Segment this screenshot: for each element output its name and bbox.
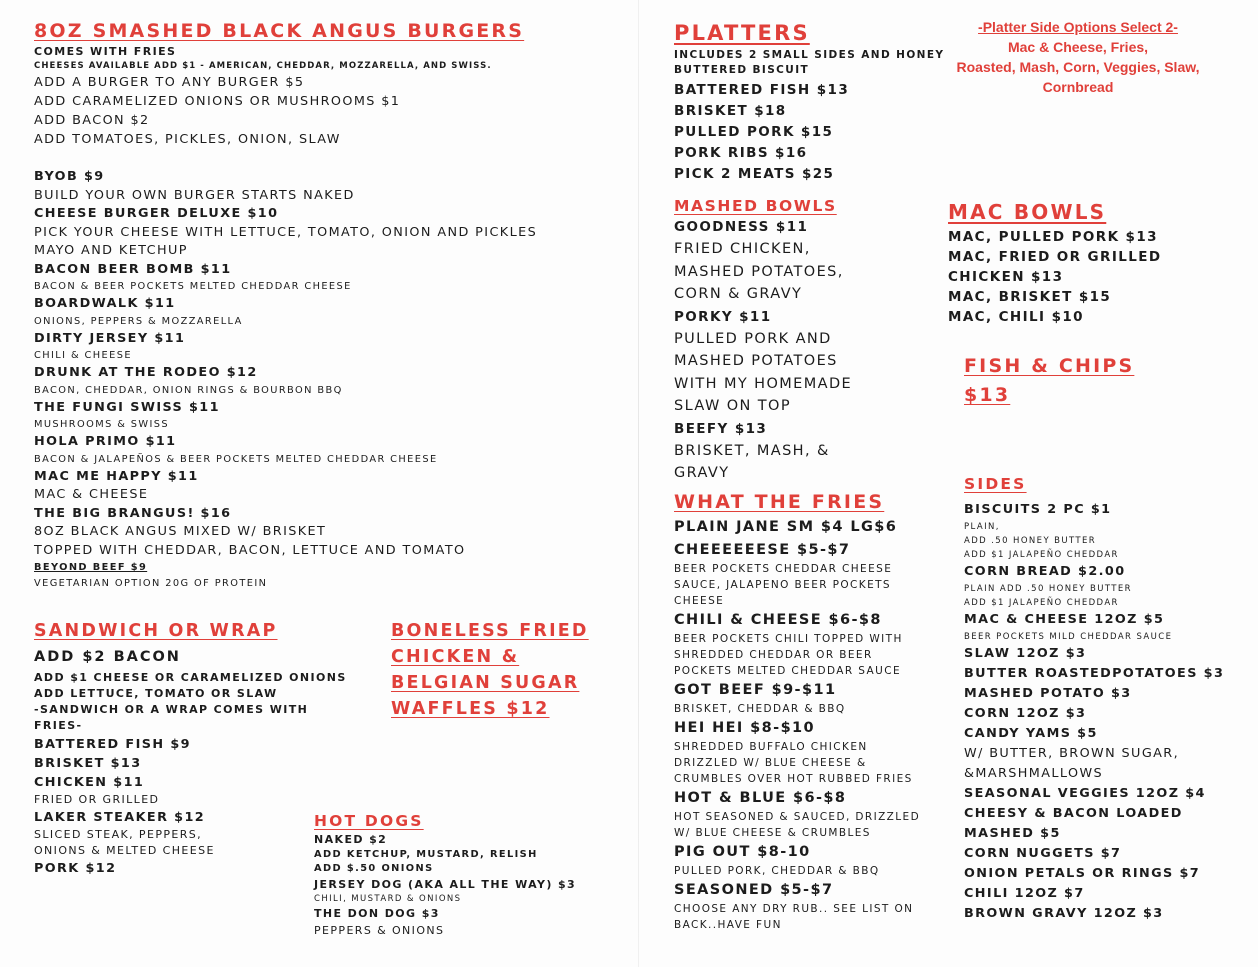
menu-item-desc: ONIONS, PEPPERS & MOZZARELLA (34, 315, 243, 327)
side-item: SEASONAL VEGGIES 12OZ $4 (964, 786, 1206, 801)
mashed-section (674, 196, 852, 485)
menu-item-desc: BEER POCKETS CHEDDAR CHEESE (674, 563, 893, 575)
menu-item-desc: 8OZ BLACK ANGUS MIXED W/ BRISKET (34, 524, 327, 539)
menu-item-name: SEASONED $5-$7 (674, 882, 834, 898)
sandwich-section (34, 618, 347, 878)
boneless-title-line: BONELESS FRIED (391, 621, 589, 641)
sandwich-add-bacon: ADD $2 BACON (34, 649, 181, 665)
menu-item-desc: VEGETARIAN OPTION 20G OF PROTEIN (34, 578, 268, 589)
menu-item-name: BEYOND BEEF $9 (34, 562, 148, 573)
burgers-intro-1: COMES WITH FRIES (34, 45, 177, 58)
menu-item-name: MAC ME HAPPY $11 (34, 468, 199, 484)
menu-item-desc: GRAVY (674, 465, 730, 482)
side-item: MAC & CHEESE 12OZ $5 (964, 612, 1165, 627)
menu-item-name: BACON BEER BOMB $11 (34, 261, 232, 277)
menu-item-desc: BACON & BEER POCKETS MELTED CHEDDAR CHEESE (34, 281, 352, 292)
platters-intro: INCLUDES 2 SMALL SIDES AND HONEY (674, 49, 945, 61)
menu-item-desc: SLICED STEAK, PEPPERS, (34, 828, 203, 841)
mac-item: MAC, BRISKET $15 (948, 289, 1112, 305)
side-item-desc: PLAIN ADD .50 HONEY BUTTER (964, 584, 1132, 594)
platter-item: BRISKET $18 (674, 103, 787, 119)
menu-item-name: HEI HEI $8-$10 (674, 720, 816, 736)
sandwich-note: FRIES- (34, 719, 83, 732)
hotdog-note: ADD $.50 ONIONS (314, 863, 434, 874)
menu-item-desc: CRUMBLES OVER HOT RUBBED FRIES (674, 773, 913, 785)
sandwich-note: ADD LETTUCE, TOMATO OR SLAW (34, 687, 278, 700)
side-item: CORN BREAD $2.00 (964, 564, 1126, 579)
menu-item-name: CHEEEEEESE $5-$7 (674, 542, 851, 558)
menu-item-desc: WITH MY HOMEMADE (674, 375, 853, 392)
side-item-desc: &MARSHMALLOWS (964, 766, 1104, 781)
menu-item-name: LAKER STEAKER $12 (34, 810, 206, 825)
menu-item-name: HOT & BLUE $6-$8 (674, 790, 847, 806)
side-item: CHEESY & BACON LOADED (964, 806, 1183, 821)
platter-side-line: Mac & Cheese, Fries, (1007, 39, 1149, 55)
sandwich-note: -SANDWICH OR A WRAP COMES WITH (34, 703, 309, 716)
menu-item-desc: BACK..HAVE FUN (674, 919, 782, 931)
side-item-desc: BEER POCKETS MILD CHEDDAR SAUCE (964, 632, 1173, 642)
menu-item-desc: PULLED PORK, CHEDDAR & BBQ (674, 865, 880, 877)
hotdogs-title: HOT DOGS (314, 812, 424, 830)
platter-item: PICK 2 MEATS $25 (674, 166, 835, 182)
menu-item-name: PLAIN JANE SM $4 LG$6 (674, 519, 898, 535)
sandwich-title: SANDWICH OR WRAP (34, 621, 278, 641)
fishchips-section (964, 352, 1134, 410)
menu-item-desc: ONIONS & MELTED CHEESE (34, 844, 215, 857)
menu-item-desc: CHOOSE ANY DRY RUB.. SEE LIST ON (674, 903, 914, 915)
mac-item: CHICKEN $13 (948, 269, 1064, 285)
side-item: CORN NUGGETS $7 (964, 846, 1122, 861)
side-item-desc: W/ BUTTER, BROWN SUGAR, (964, 746, 1180, 761)
menu-item-name: PIG OUT $8-10 (674, 844, 811, 860)
burgers-section (34, 20, 524, 149)
burgers-addon: ADD BACON $2 (34, 113, 150, 128)
fishchips-title: FISH & CHIPS (964, 355, 1135, 377)
menu-item-name: THE FUNGI SWISS $11 (34, 399, 220, 415)
fishchips-price: $13 (964, 384, 1011, 406)
side-item: MASHED $5 (964, 826, 1061, 841)
menu-item-name: CHILI & CHEESE $6-$8 (674, 612, 882, 628)
side-item: CORN 12OZ $3 (964, 706, 1087, 721)
burgers-title: 8OZ SMASHED BLACK ANGUS BURGERS (34, 20, 525, 42)
menu-item-name: BRISKET $13 (34, 756, 142, 771)
sides-title: SIDES (964, 475, 1027, 493)
menu-item-name: BATTERED FISH $9 (34, 737, 191, 752)
page-fold (638, 0, 639, 967)
sandwich-note: ADD $1 CHEESE OR CARAMELIZED ONIONS (34, 671, 347, 684)
menu-item-desc: CHILI & CHEESE (34, 350, 132, 361)
fries-title: WHAT THE FRIES (674, 491, 885, 513)
boneless-title-line: WAFFLES $12 (391, 699, 550, 719)
menu-item-desc: MAC & CHEESE (34, 487, 149, 502)
menu-item-desc: BEER POCKETS CHILI TOPPED WITH (674, 633, 903, 645)
mac-item: MAC, FRIED OR GRILLED (948, 249, 1162, 265)
side-item: BISCUITS 2 PC $1 (964, 502, 1112, 517)
mac-item: MAC, PULLED PORK $13 (948, 229, 1158, 245)
menu-item-desc: MAYO AND KETCHUP (34, 243, 188, 258)
burgers-addon: ADD A BURGER TO ANY BURGER $5 (34, 75, 305, 90)
burgers-addon: ADD CARAMELIZED ONIONS OR MUSHROOMS $1 (34, 94, 401, 109)
side-item-desc: ADD $1 JALAPEÑO CHEDDAR (964, 550, 1119, 560)
menu-item-name: BEEFY $13 (674, 420, 768, 437)
menu-item-name: BOARDWALK $11 (34, 296, 176, 311)
platters-section (674, 20, 944, 185)
side-item: SLAW 12OZ $3 (964, 646, 1087, 661)
mac-title: MAC BOWLS (948, 200, 1107, 224)
side-item: CANDY YAMS $5 (964, 726, 1098, 741)
side-item-desc: ADD .50 HONEY BUTTER (964, 536, 1097, 546)
platter-side-options (946, 17, 1210, 97)
hotdogs-section (314, 811, 576, 939)
hotdog-note: ADD KETCHUP, MUSTARD, RELISH (314, 849, 538, 860)
menu-item-name: PORK $12 (34, 861, 117, 876)
menu-item-desc: W/ BLUE CHEESE & CRUMBLES (674, 827, 871, 839)
menu-item-desc: SLAW ON TOP (674, 398, 791, 415)
menu-item-desc: BUILD YOUR OWN BURGER STARTS NAKED (34, 187, 355, 203)
boneless-section (391, 618, 589, 722)
menu-item-desc: BRISKET, MASH, & (674, 443, 830, 460)
menu-item-name: CHEESE BURGER DELUXE $10 (34, 206, 279, 221)
menu-item-desc: SHREDDED CHEDDAR OR BEER (674, 649, 873, 661)
menu-item-desc: PULLED PORK AND (674, 331, 832, 348)
side-item: ONION PETALS OR RINGS $7 (964, 866, 1201, 881)
burgers-addon: ADD TOMATOES, PICKLES, ONION, SLAW (34, 132, 341, 147)
platter-side-title: -Platter Side Options Select 2- (978, 19, 1178, 35)
menu-item-name: GOODNESS $11 (674, 219, 809, 235)
menu-item-desc: POCKETS MELTED CHEDDAR SAUCE (674, 665, 901, 677)
menu-item-desc: BRISKET, CHEDDAR & BBQ (674, 703, 846, 715)
menu-item-desc: CHEESE (674, 595, 725, 607)
menu-item-name: HOLA PRIMO $11 (34, 434, 177, 449)
menu-item-desc: SAUCE, JALAPENO BEER POCKETS (674, 579, 891, 591)
menu-item-desc: MASHED POTATOES (674, 353, 838, 370)
menu-item-desc: DRIZZLED W/ BLUE CHEESE & (674, 757, 867, 769)
platter-item: PULLED PORK $15 (674, 124, 834, 140)
menu-item-desc: MASHED POTATOES, (674, 263, 844, 280)
boneless-title-line: CHICKEN & (391, 647, 520, 667)
side-item-desc: PLAIN, (964, 522, 1000, 532)
menu-item-name: THE BIG BRANGUS! $16 (34, 505, 232, 521)
mashed-title: MASHED BOWLS (674, 197, 837, 215)
mac-section (948, 199, 1162, 327)
menu-item-name: CHICKEN $11 (34, 775, 145, 790)
menu-item-name: PORKY $11 (674, 308, 772, 325)
hotdog-don-desc: PEPPERS & ONIONS (314, 924, 445, 937)
menu-item-name: GOT BEEF $9-$11 (674, 682, 837, 698)
boneless-title-line: BELGIAN SUGAR (391, 673, 580, 693)
menu-item-name: DIRTY JERSEY $11 (34, 330, 186, 346)
menu-item-desc: HOT SEASONED & SAUCED, DRIZZLED (674, 811, 921, 823)
menu-item-desc: FRIED OR GRILLED (34, 793, 160, 806)
menu-item-desc: BACON & JALAPEÑOS & BEER POCKETS MELTED CHEDDAR CHEESE (34, 453, 438, 465)
menu-item-desc: CORN & GRAVY (674, 286, 803, 303)
menu-item-desc: SHREDDED BUFFALO CHICKEN (674, 741, 868, 753)
platter-side-line: Cornbread (1042, 79, 1114, 95)
mac-item: MAC, CHILI $10 (948, 309, 1084, 325)
side-item-desc: ADD $1 JALAPEÑO CHEDDAR (964, 598, 1119, 608)
hotdog-naked: NAKED $2 (314, 833, 388, 846)
sides-section (964, 472, 1224, 924)
side-item: CHILI 12OZ $7 (964, 886, 1085, 901)
hotdog-don: THE DON DOG $3 (314, 907, 440, 920)
burgers-list (34, 168, 537, 591)
menu-item-desc: BACON, CHEDDAR, ONION RINGS & BOURBON BBQ (34, 384, 343, 396)
platter-item: BATTERED FISH $13 (674, 82, 850, 98)
side-item: BROWN GRAVY 12OZ $3 (964, 906, 1164, 921)
menu-item-name: BYOB $9 (34, 169, 105, 184)
hotdog-jersey: JERSEY DOG (AKA ALL THE WAY) $3 (314, 878, 577, 891)
platter-item: PORK RIBS $16 (674, 145, 808, 161)
side-item: MASHED POTATO $3 (964, 686, 1132, 701)
menu-item-desc: TOPPED WITH CHEDDAR, BACON, LETTUCE AND TOMATO (34, 542, 466, 558)
menu-item-desc: FRIED CHICKEN, (674, 241, 811, 258)
fries-section (674, 489, 920, 933)
menu-item-desc: MUSHROOMS & SWISS (34, 419, 170, 430)
platters-title: PLATTERS (674, 21, 810, 45)
side-item: BUTTER ROASTEDPOTATOES $3 (964, 666, 1225, 681)
hotdog-jersey-desc: CHILI, MUSTARD & ONIONS (314, 894, 462, 904)
platters-intro: BUTTERED BISCUIT (674, 64, 810, 76)
menu-item-desc: PICK YOUR CHEESE WITH LETTUCE, TOMATO, ONION AND PICKLES (34, 224, 538, 240)
menu-item-name: DRUNK AT THE RODEO $12 (34, 365, 258, 380)
burgers-intro-2: CHEESES AVAILABLE ADD $1 - AMERICAN, CHEDDAR, MOZZARELLA, AND SWISS. (34, 61, 492, 71)
platter-side-line: Roasted, Mash, Corn, Veggies, Slaw, (956, 59, 1200, 75)
